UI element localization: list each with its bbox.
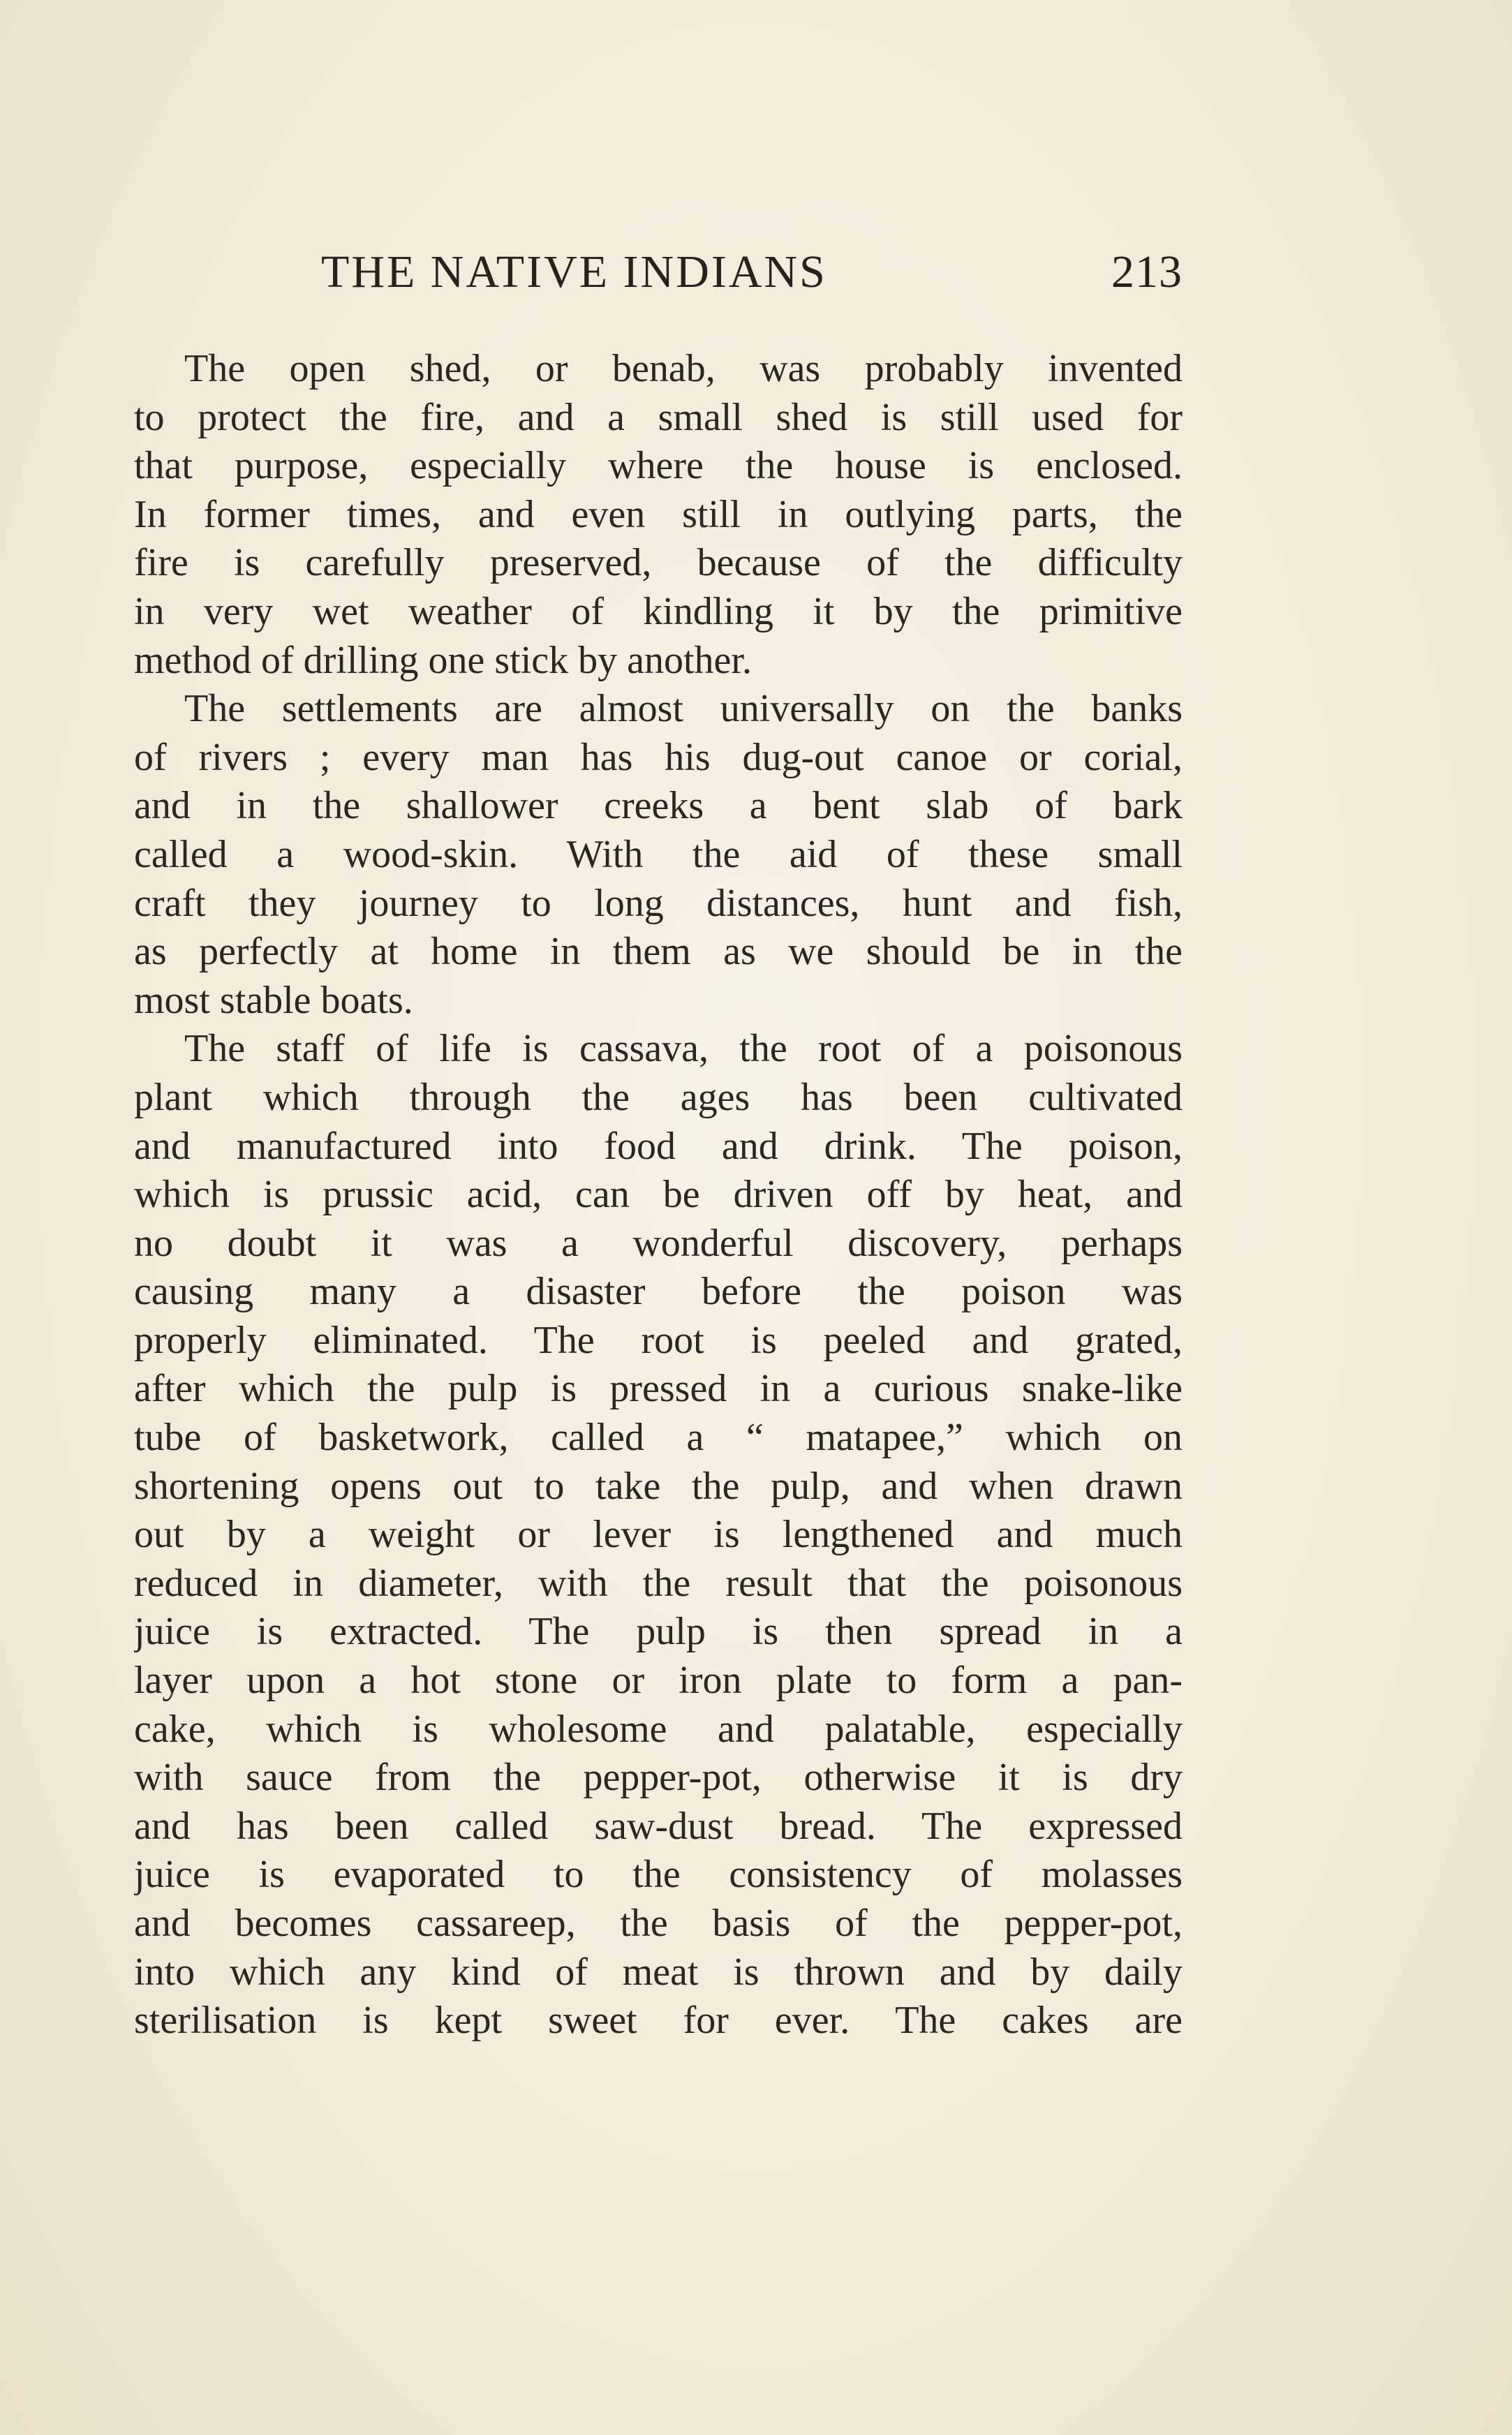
text-line: with sauce from the pepper-pot, otherwise it is dry xyxy=(134,1756,1183,1800)
paragraph xyxy=(134,685,1183,1025)
text-line: out by a weight or lever is lengthened and much xyxy=(134,1513,1183,1557)
text-line: which is prussic acid, can be driven off by heat, and xyxy=(134,1173,1183,1217)
text-line: to protect the fire, and a small shed is still used for xyxy=(134,395,1183,439)
text-line: in very wet weather of kindling it by the primitive xyxy=(134,589,1183,633)
text-line: into which any kind of meat is thrown and by daily xyxy=(134,1950,1183,1994)
text-line: and manufactured into food and drink. The poison, xyxy=(134,1124,1183,1168)
text-line: reduced in diameter, with the result that the poisonous xyxy=(134,1561,1183,1605)
text-line: properly eliminated. The root is peeled and grated, xyxy=(134,1318,1183,1362)
paragraph xyxy=(134,1025,1183,2045)
text-line: The open shed, or benab, was probably invented xyxy=(184,347,1183,390)
text-line: shortening opens out to take the pulp, and when drawn xyxy=(134,1464,1183,1508)
text-line: method of drilling one stick by another. xyxy=(134,638,752,682)
text-line: of rivers ; every man has his dug-out canoe or corial, xyxy=(134,735,1183,779)
text-line: sterilisation is kept sweet for ever. The cakes are xyxy=(134,1999,1183,2043)
text-line: craft they journey to long distances, hunt and fish, xyxy=(134,881,1183,925)
text-line: that purpose, especially where the house is enclosed. xyxy=(134,444,1183,488)
text-line: tube of basketwork, called a “ matapee,” which on xyxy=(134,1416,1183,1460)
body-text xyxy=(134,345,1183,2045)
text-line: and in the shallower creeks a bent slab of bark xyxy=(134,784,1183,828)
chapter-title: THE NATIVE INDIANS xyxy=(321,246,827,297)
text-line: and has been called saw-dust bread. The expressed xyxy=(134,1804,1183,1848)
text-line: and becomes cassareep, the basis of the pepper-pot, xyxy=(134,1902,1183,1945)
text-line: The staff of life is cassava, the root of a poisonous xyxy=(184,1027,1183,1071)
text-line: no doubt it was a wonderful discovery, perhaps xyxy=(134,1221,1183,1265)
text-line: plant which through the ages has been cultivated xyxy=(134,1075,1183,1119)
paragraph xyxy=(134,345,1183,685)
text-line: In former times, and even still in outlying parts, the xyxy=(134,492,1183,536)
text-line: called a wood-skin. With the aid of these small xyxy=(134,832,1183,876)
text-line: most stable boats. xyxy=(134,978,413,1022)
running-head xyxy=(134,246,1183,316)
text-line: cake, which is wholesome and palatable, especially xyxy=(134,1707,1183,1751)
text-line: as perfectly at home in them as we should be in the xyxy=(134,930,1183,974)
page-number: 213 xyxy=(1111,246,1183,297)
text-line: after which the pulp is pressed in a curious snake-like xyxy=(134,1367,1183,1411)
text-line: layer upon a hot stone or iron plate to form a pan- xyxy=(134,1659,1183,1703)
text-line: juice is extracted. The pulp is then spread in a xyxy=(134,1610,1183,1654)
text-line: causing many a disaster before the poison was xyxy=(134,1270,1183,1314)
text-line: The settlements are almost universally on the banks xyxy=(184,687,1183,731)
text-line: fire is carefully preserved, because of the difficulty xyxy=(134,541,1183,585)
text-line: juice is evaporated to the consistency of molasses xyxy=(134,1853,1183,1897)
